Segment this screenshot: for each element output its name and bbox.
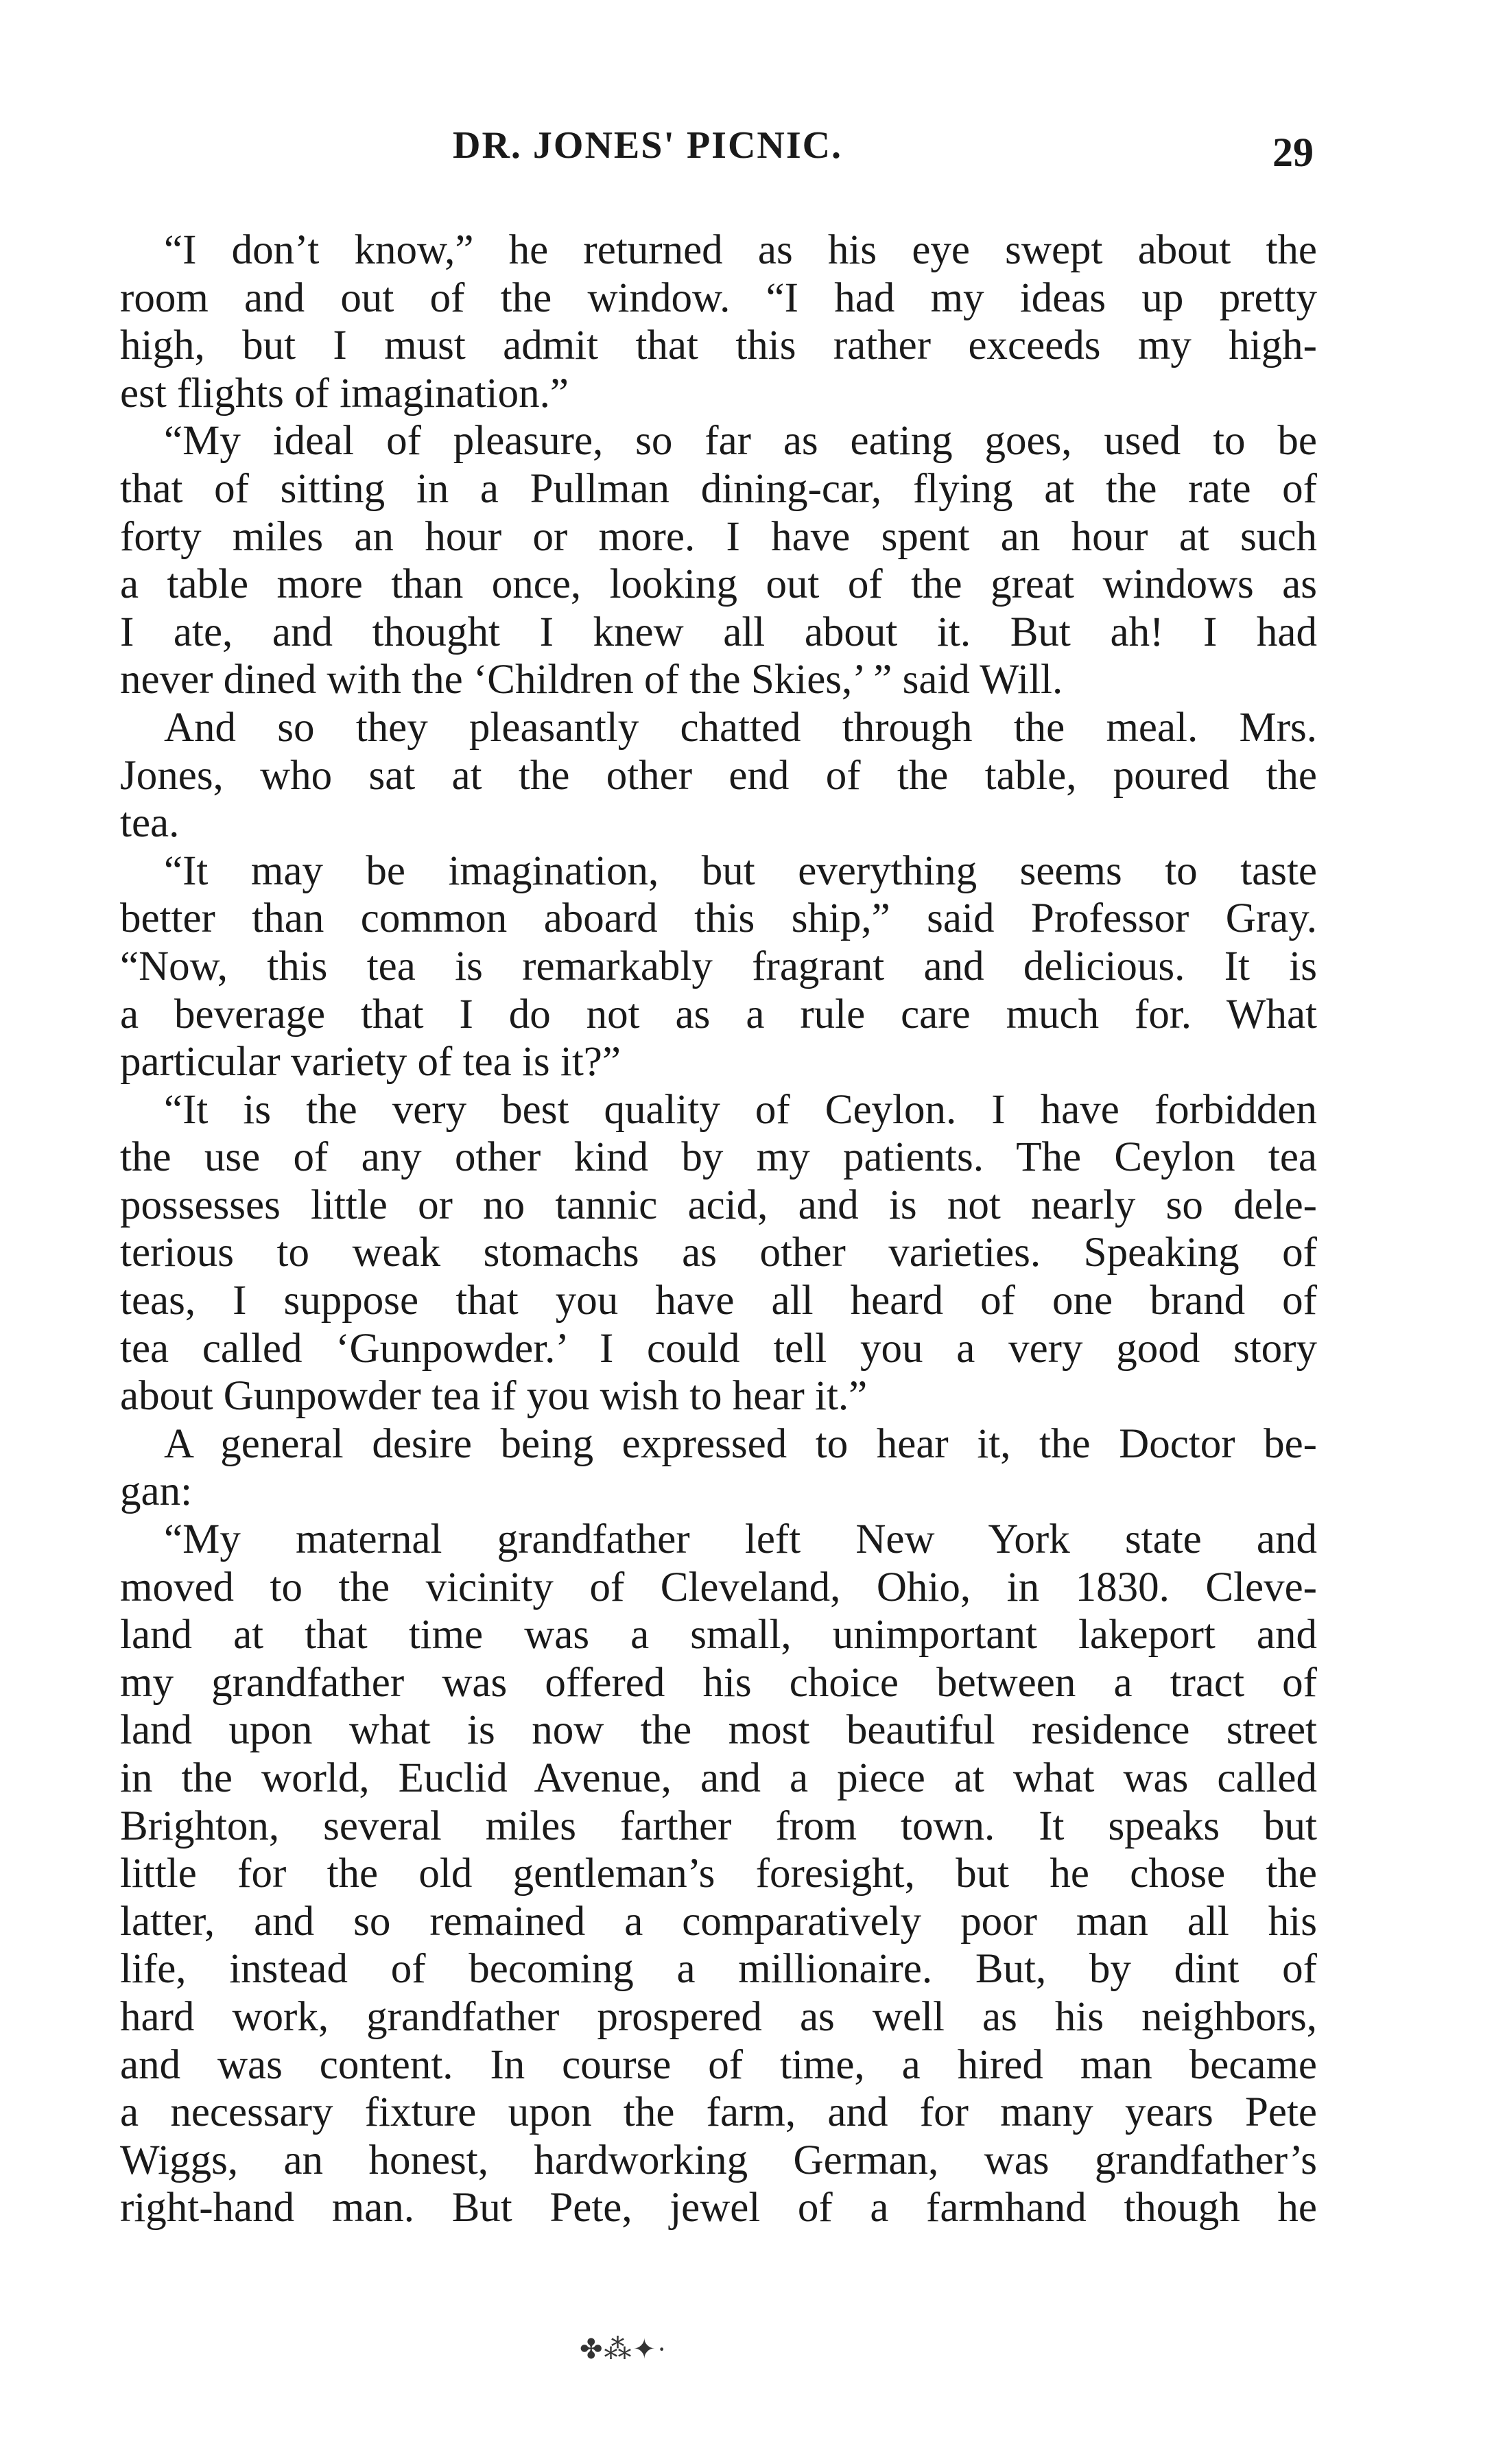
text-line: that of sitting in a Pullman dining-car, flying at the rate of — [120, 465, 1317, 512]
page-header — [0, 117, 1505, 178]
text-line: “My maternal grandfather left New York state and — [164, 1516, 1317, 1563]
printers-ornament: ✤⁂✦· — [580, 2334, 668, 2365]
text-line: teas, I suppose that you have all heard of one brand of — [120, 1278, 1317, 1324]
text-line: and was content. In course of time, a hired man became — [120, 2041, 1317, 2088]
text-line: in the world, Euclid Avenue, and a piece at what was called — [120, 1755, 1317, 1801]
running-title: DR. JONES' PICNIC. — [453, 124, 843, 167]
text-line: possesses little or no tannic acid, and is not nearly so dele- — [120, 1182, 1317, 1228]
text-line: “Now, this tea is remarkably fragrant and delicious. It is — [120, 943, 1317, 989]
text-line: never dined with the ‘Children of the Skies,’ ” said Will. — [120, 657, 1063, 703]
text-line: est flights of imagination.” — [120, 370, 569, 416]
text-line: “It is the very best quality of Ceylon. I have forbidden — [164, 1086, 1317, 1133]
text-line: about Gunpowder tea if you wish to hear it.” — [120, 1373, 868, 1420]
page-number: 29 — [1272, 130, 1314, 175]
text-line: forty miles an hour or more. I have spent an hour at such — [120, 513, 1317, 560]
text-line: little for the old gentleman’s foresight, but he chose the — [120, 1851, 1317, 1897]
text-line: “It may be imagination, but everything seems to taste — [164, 847, 1317, 894]
text-line: right-hand man. But Pete, jewel of a farmhand though he — [120, 2185, 1317, 2231]
text-line: tea. — [120, 800, 180, 847]
text-line: a beverage that I do not as a rule care much for. What — [120, 991, 1317, 1037]
text-line: tea called ‘Gunpowder.’ I could tell you a very good story — [120, 1325, 1317, 1372]
text-line: terious to weak stomachs as other varieties. Speaking of — [120, 1230, 1317, 1276]
text-line: better than common aboard this ship,” said Professor Gray. — [120, 895, 1317, 942]
text-line: “My ideal of pleasure, so far as eating goes, used to be — [164, 418, 1317, 465]
text-line: And so they pleasantly chatted through the meal. Mrs. — [164, 704, 1317, 751]
text-line: I ate, and thought I knew all about it. But ah! I had — [120, 609, 1317, 655]
text-line: land upon what is now the most beautiful residence street — [120, 1707, 1317, 1754]
text-line: life, instead of becoming a millionaire. But, by dint of — [120, 1946, 1317, 1993]
text-line: land at that time was a small, unimportant lakeport and — [120, 1612, 1317, 1658]
text-line: latter, and so remained a comparatively poor man all his — [120, 1898, 1317, 1945]
text-line: my grandfather was offered his choice between a tract of — [120, 1659, 1317, 1706]
text-line: Wiggs, an honest, hardworking German, was grandfather’s — [120, 2137, 1317, 2183]
text-line: a table more than once, looking out of the great windows as — [120, 561, 1317, 608]
text-line: room and out of the window. “I had my ideas up pretty — [120, 274, 1317, 321]
text-line: “I don’t know,” he returned as his eye swept about the — [164, 227, 1317, 273]
text-line: the use of any other kind by my patients. The Ceylon tea — [120, 1134, 1317, 1181]
text-line: hard work, grandfather prospered as well as his neighbors, — [120, 1993, 1317, 2040]
text-line: A general desire being expressed to hear it, the Doctor be- — [164, 1420, 1317, 1467]
text-line: gan: — [120, 1468, 193, 1515]
text-line: a necessary fixture upon the farm, and for many years Pete — [120, 2089, 1317, 2136]
text-line: Jones, who sat at the other end of the table, poured the — [120, 752, 1317, 799]
text-line: particular variety of tea is it?” — [120, 1039, 621, 1086]
text-line: moved to the vicinity of Cleveland, Ohio, in 1830. Cleve- — [120, 1564, 1317, 1610]
text-line: high, but I must admit that this rather exceeds my high- — [120, 322, 1317, 369]
text-line: Brighton, several miles farther from town. It speaks but — [120, 1803, 1317, 1849]
body-text — [120, 226, 1317, 2232]
